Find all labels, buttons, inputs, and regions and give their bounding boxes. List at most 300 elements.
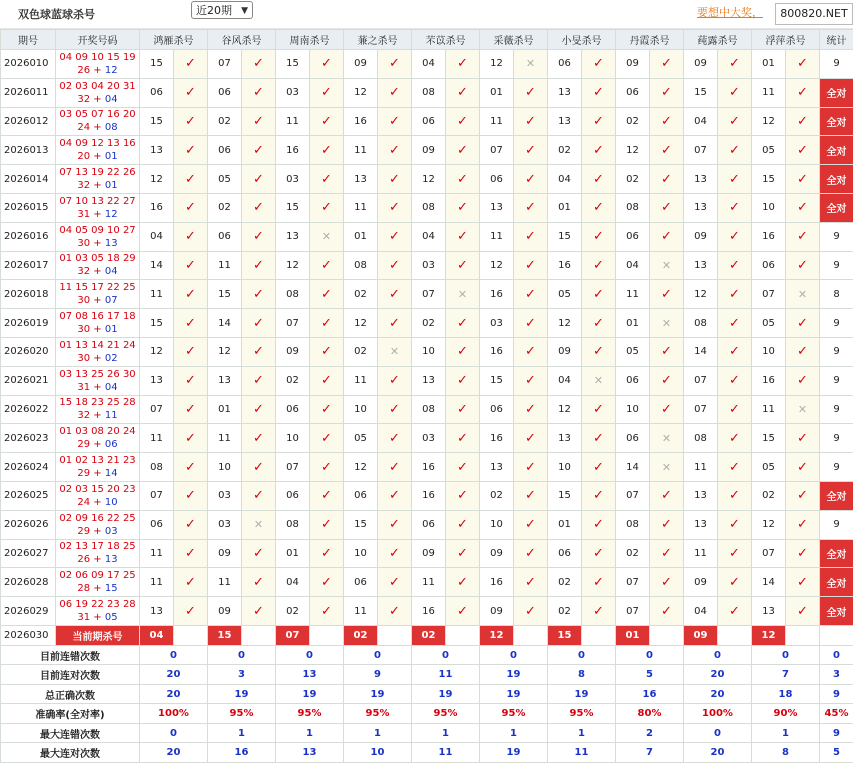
kill-number: 01 [480,78,514,107]
check-icon [242,395,276,424]
summary-value: 0 [480,645,548,665]
summary-value: 0 [140,645,208,665]
kill-number: 13 [208,366,242,395]
check-icon [650,366,684,395]
check-glyph: ✓ [729,517,740,532]
check-glyph: ✓ [185,258,196,273]
check-glyph: ✓ [185,85,196,100]
cross-icon [514,50,548,79]
plus-sign: + [90,612,105,623]
kill-number: 06 [276,481,310,510]
check-icon [514,424,548,453]
kill-number: 10 [548,453,582,482]
summary-label: 准确率(全对率) [1,704,140,724]
period-select[interactable] [191,1,253,19]
check-glyph: ✓ [593,200,604,215]
check-icon [174,453,208,482]
kill-number: 02 [276,366,310,395]
check-glyph: ✓ [797,373,808,388]
kill-number: 01 [344,222,378,251]
summary-value: 1 [752,723,820,743]
check-icon [650,481,684,510]
cross-glyph: ✕ [254,518,263,531]
check-glyph: ✓ [661,344,672,359]
stat-badge: 9 [820,453,853,482]
summary-value: 8 [752,743,820,763]
kill-number: 11 [412,568,446,597]
check-icon [378,165,412,194]
summary-value: 16 [616,684,684,704]
kill-number: 02 [616,107,650,136]
check-icon [650,50,684,79]
kill-number: 02 [412,309,446,338]
blue-ball: 07 [105,295,118,306]
check-icon [786,568,820,597]
issue-number: 2026019 [1,309,56,338]
check-icon [242,165,276,194]
current-kill-spacer [718,625,752,645]
check-glyph: ✓ [797,200,808,215]
check-icon [242,597,276,626]
check-icon [174,424,208,453]
check-glyph: ✓ [253,287,264,302]
summary-value: 11 [412,743,480,763]
check-icon [174,568,208,597]
check-glyph: ✓ [321,373,332,388]
red-balls: 04 05 09 10 27 30 [59,225,135,249]
summary-value: 3 [820,665,853,685]
plus-sign: + [90,583,105,594]
kill-number: 01 [616,309,650,338]
summary-value: 0 [208,645,276,665]
check-icon [718,597,752,626]
check-glyph: ✓ [525,488,536,503]
kill-number: 03 [412,424,446,453]
check-glyph: ✓ [321,402,332,417]
column-header: 浮萍杀号 [752,30,820,50]
kill-number: 11 [752,78,786,107]
table-row [1,280,853,309]
check-glyph: ✓ [389,488,400,503]
draw-numbers [56,481,140,510]
check-glyph: ✓ [525,143,536,158]
check-icon [718,309,752,338]
check-glyph: ✓ [253,172,264,187]
check-icon [446,193,480,222]
blue-ball: 04 [105,266,118,277]
check-icon [582,107,616,136]
check-glyph: ✓ [253,604,264,619]
summary-value: 1 [548,723,616,743]
check-glyph: ✓ [525,460,536,475]
check-glyph: ✓ [253,373,264,388]
check-glyph: ✓ [797,56,808,71]
check-icon [446,309,480,338]
draw-numbers [56,597,140,626]
kill-number: 05 [752,309,786,338]
check-glyph: ✓ [593,316,604,331]
cross-glyph: ✕ [798,403,807,416]
check-icon [582,539,616,568]
kill-number: 07 [140,395,174,424]
check-icon [446,366,480,395]
issue-number: 2026015 [1,193,56,222]
check-glyph: ✓ [525,85,536,100]
kill-number: 02 [208,107,242,136]
check-icon [446,107,480,136]
current-kill-number: 02 [412,625,446,645]
check-icon [786,309,820,338]
blue-ball: 10 [105,497,118,508]
kill-number: 06 [616,222,650,251]
kill-number: 11 [140,280,174,309]
check-glyph: ✓ [253,575,264,590]
plus-sign: + [90,468,105,479]
plus-sign: + [90,410,105,421]
current-label: 当前期杀号 [56,625,140,645]
summary-value: 90% [752,704,820,724]
check-glyph: ✓ [253,258,264,273]
table-row [1,107,853,136]
check-glyph: ✓ [661,604,672,619]
kill-number: 08 [344,251,378,280]
kill-number: 05 [208,165,242,194]
check-glyph: ✓ [389,517,400,532]
kill-number: 06 [208,136,242,165]
issue-number: 2026020 [1,337,56,366]
summary-value: 19 [344,684,412,704]
summary-value: 10 [344,743,412,763]
blue-ball: 14 [105,468,118,479]
summary-value: 7 [616,743,684,763]
current-row [1,625,853,645]
check-icon [446,539,480,568]
summary-value: 16 [208,743,276,763]
draw-numbers [56,107,140,136]
blue-ball: 03 [105,526,118,537]
check-icon [582,395,616,424]
check-glyph: ✓ [593,604,604,619]
check-icon [310,107,344,136]
kill-number: 02 [548,136,582,165]
summary-label: 最大连对次数 [1,743,140,763]
check-glyph: ✓ [593,460,604,475]
check-icon [514,510,548,539]
check-glyph: ✓ [593,56,604,71]
check-icon [718,395,752,424]
kill-number: 04 [412,222,446,251]
kill-number: 02 [752,481,786,510]
blue-ball: 04 [105,382,118,393]
check-glyph: ✓ [729,258,740,273]
summary-row [1,684,853,704]
check-glyph: ✓ [797,258,808,273]
kill-number: 06 [276,395,310,424]
table-row [1,337,853,366]
check-icon [378,280,412,309]
check-icon [242,107,276,136]
plus-sign: + [90,526,105,537]
check-icon [718,481,752,510]
draw-numbers [56,193,140,222]
summary-value: 19 [276,684,344,704]
kill-number: 07 [276,309,310,338]
check-icon [242,136,276,165]
issue-number: 2026010 [1,50,56,79]
current-issue: 2026030 [1,625,56,645]
check-glyph: ✓ [457,431,468,446]
check-glyph: ✓ [457,258,468,273]
kill-number: 16 [140,193,174,222]
draw-numbers [56,78,140,107]
kill-number: 11 [208,424,242,453]
summary-value: 18 [752,684,820,704]
check-icon [718,453,752,482]
issue-number: 2026014 [1,165,56,194]
kill-number: 02 [344,337,378,366]
kill-number: 09 [276,337,310,366]
check-glyph: ✓ [457,604,468,619]
stat-badge: 全对 [820,539,853,568]
plus-sign: + [90,353,105,364]
check-glyph: ✓ [729,460,740,475]
plus-sign: + [90,439,105,450]
kill-number: 09 [684,222,718,251]
kill-number: 09 [684,50,718,79]
stat-badge: 9 [820,424,853,453]
plus-sign: + [90,209,105,220]
draw-numbers [56,165,140,194]
kill-number: 04 [548,366,582,395]
kill-number: 16 [412,481,446,510]
check-glyph: ✓ [797,604,808,619]
blue-ball: 04 [105,94,118,105]
check-glyph: ✓ [729,85,740,100]
check-glyph: ✓ [457,172,468,187]
check-glyph: ✓ [321,316,332,331]
check-icon [378,50,412,79]
draw-numbers [56,280,140,309]
column-header: 小旻杀号 [548,30,616,50]
red-balls: 02 06 09 17 25 28 [59,570,135,594]
plus-sign: + [90,180,105,191]
summary-label: 最大连错次数 [1,723,140,743]
check-icon [718,280,752,309]
red-balls: 01 13 14 21 24 30 [59,340,135,364]
kill-number: 07 [684,395,718,424]
kill-number: 04 [684,107,718,136]
kill-number: 13 [684,481,718,510]
check-icon [446,222,480,251]
check-icon [718,78,752,107]
check-icon [514,309,548,338]
check-glyph: ✓ [321,431,332,446]
draw-numbers [56,510,140,539]
check-icon [514,568,548,597]
kill-number: 06 [616,78,650,107]
check-glyph: ✓ [253,85,264,100]
kill-number: 08 [412,78,446,107]
kill-number: 15 [208,280,242,309]
current-kill-spacer [514,625,548,645]
check-glyph: ✓ [593,114,604,129]
kill-number: 06 [480,165,514,194]
table-row [1,78,853,107]
issue-number: 2026017 [1,251,56,280]
check-glyph: ✓ [797,172,808,187]
kill-number: 13 [140,366,174,395]
cross-glyph: ✕ [594,374,603,387]
stat-badge: 9 [820,337,853,366]
red-balls: 15 18 23 25 28 32 [59,397,135,421]
summary-label: 总正确次数 [1,684,140,704]
kill-number: 09 [344,50,378,79]
check-icon [786,251,820,280]
kill-number: 12 [548,309,582,338]
red-balls: 03 05 07 16 20 24 [59,109,135,133]
table-row [1,395,853,424]
summary-value: 0 [684,645,752,665]
stat-badge: 全对 [820,193,853,222]
kill-number: 06 [616,366,650,395]
issue-number: 2026021 [1,366,56,395]
check-glyph: ✓ [321,604,332,619]
check-icon [786,366,820,395]
check-glyph: ✓ [185,143,196,158]
check-icon [174,539,208,568]
check-icon [650,280,684,309]
blue-ball: 11 [105,410,118,421]
column-header: 采薇杀号 [480,30,548,50]
check-glyph: ✓ [185,517,196,532]
check-icon [310,165,344,194]
blue-ball: 13 [105,238,118,249]
stat-badge: 全对 [820,597,853,626]
check-icon [378,481,412,510]
check-icon [446,165,480,194]
kill-number: 05 [548,280,582,309]
check-glyph: ✓ [389,402,400,417]
kill-number: 13 [684,510,718,539]
plus-sign: + [90,295,105,306]
issue-number: 2026029 [1,597,56,626]
kill-number: 15 [548,481,582,510]
kill-number: 16 [480,337,514,366]
kill-number: 08 [616,510,650,539]
check-glyph: ✓ [593,258,604,273]
check-glyph: ✓ [661,143,672,158]
check-icon [786,424,820,453]
kill-number: 16 [752,366,786,395]
kill-number: 12 [344,453,378,482]
kill-number: 02 [276,597,310,626]
table-row [1,309,853,338]
summary-value: 0 [820,645,853,665]
check-glyph: ✓ [457,488,468,503]
check-glyph: ✓ [661,229,672,244]
kill-number: 07 [752,280,786,309]
check-icon [582,597,616,626]
plus-sign: + [90,94,105,105]
kill-number: 02 [480,481,514,510]
kill-number: 11 [276,107,310,136]
check-glyph: ✓ [593,517,604,532]
summary-value: 1 [480,723,548,743]
check-glyph: ✓ [321,517,332,532]
check-glyph: ✓ [797,85,808,100]
check-icon [446,136,480,165]
summary-label: 目前连错次数 [1,645,140,665]
check-glyph: ✓ [525,287,536,302]
check-glyph: ✓ [593,488,604,503]
plus-sign: + [90,238,105,249]
summary-value: 20 [684,665,752,685]
check-icon [718,366,752,395]
plus-sign: + [90,65,105,76]
check-glyph: ✓ [321,460,332,475]
check-icon [514,222,548,251]
kill-number: 12 [276,251,310,280]
check-glyph: ✓ [457,316,468,331]
summary-value: 80% [616,704,684,724]
summary-value: 13 [276,665,344,685]
kill-number: 04 [276,568,310,597]
stat-badge: 全对 [820,78,853,107]
check-glyph: ✓ [593,344,604,359]
check-icon [786,136,820,165]
kill-number: 02 [208,193,242,222]
check-glyph: ✓ [321,56,332,71]
blue-ball: 01 [105,324,118,335]
kill-number: 08 [276,280,310,309]
check-icon [242,424,276,453]
check-icon [174,50,208,79]
check-icon [310,539,344,568]
check-glyph: ✓ [729,546,740,561]
kill-number: 16 [480,424,514,453]
stat-badge: 9 [820,251,853,280]
summary-value: 0 [684,723,752,743]
check-icon [718,568,752,597]
check-glyph: ✓ [457,114,468,129]
issue-number: 2026013 [1,136,56,165]
check-icon [650,107,684,136]
check-icon [446,453,480,482]
kill-number: 02 [344,280,378,309]
kill-number: 07 [412,280,446,309]
kill-number: 10 [412,337,446,366]
blue-ball: 02 [105,353,118,364]
check-glyph: ✓ [729,488,740,503]
draw-numbers [56,136,140,165]
kill-number: 04 [548,165,582,194]
summary-value: 5 [616,665,684,685]
check-glyph: ✓ [185,575,196,590]
summary-value: 20 [140,743,208,763]
check-glyph: ✓ [797,143,808,158]
table-row [1,568,853,597]
check-glyph: ✓ [185,172,196,187]
promo-link[interactable]: 要想中大奖， [697,4,763,20]
kill-number: 13 [548,107,582,136]
kill-number: 16 [548,251,582,280]
kill-number: 12 [412,165,446,194]
kill-number: 05 [752,453,786,482]
check-glyph: ✓ [253,56,264,71]
kill-number: 07 [616,597,650,626]
red-balls: 04 09 12 13 16 20 [59,138,135,162]
kill-number: 11 [684,539,718,568]
